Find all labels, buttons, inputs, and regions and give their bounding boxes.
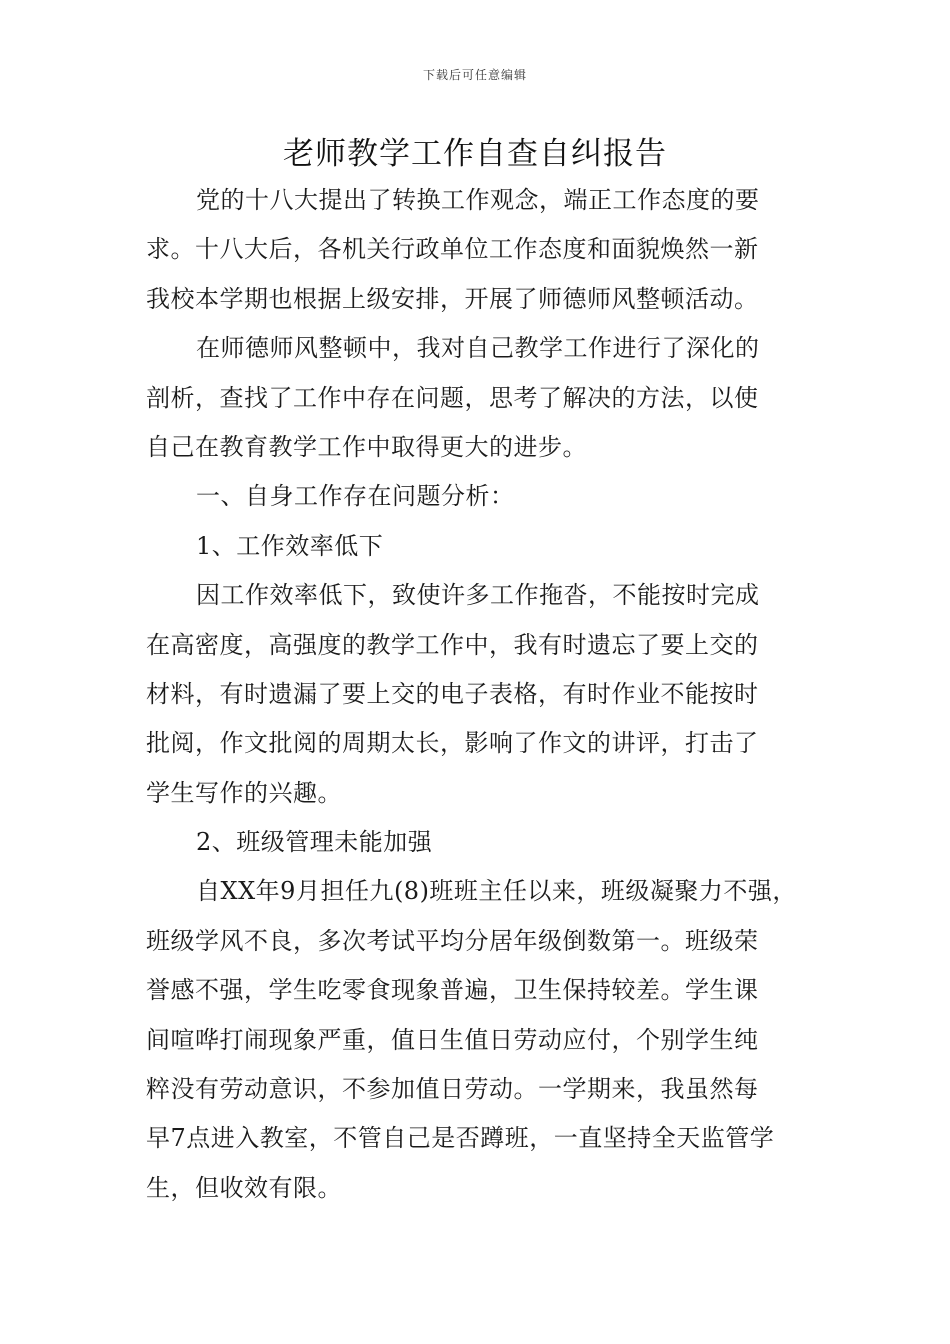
body-line: 一、自身工作存在问题分析：: [196, 482, 515, 511]
body-line: 我校本学期也根据上级安排，开展了师德师风整顿活动。: [146, 284, 759, 313]
document-title: 老师教学工作自查自纠报告: [283, 136, 667, 172]
body-line: 班级学风不良，多次考试平均分居年级倒数第一。班级荣: [146, 926, 759, 955]
body-line: 2、班级管理未能加强: [196, 828, 433, 857]
body-line: 自XX年9月担任九(8)班班主任以来，班级凝聚力不强，: [196, 877, 797, 906]
document-body: [146, 176, 816, 1213]
body-line: 因工作效率低下，致使许多工作拖沓，不能按时完成: [196, 581, 760, 610]
body-line: 在高密度，高强度的教学工作中，我有时遗忘了要上交的: [146, 630, 759, 659]
header-note: 下载后可任意编辑: [422, 68, 527, 82]
body-line: 1、工作效率低下: [196, 531, 384, 560]
body-line: 求。十八大后，各机关行政单位工作态度和面貌焕然一新: [146, 235, 759, 264]
body-line: 间喧哗打闹现象严重，值日生值日劳动应付，个别学生纯: [146, 1025, 759, 1054]
body-line: 材料，有时遗漏了要上交的电子表格，有时作业不能按时: [146, 679, 759, 708]
body-line: 早7点进入教室，不管自己是否蹲班，一直坚持全天监管学: [146, 1124, 775, 1153]
body-line: 粹没有劳动意识，不参加值日劳动。一学期来，我虽然每: [146, 1075, 759, 1104]
body-line: 在师德师风整顿中，我对自己教学工作进行了深化的: [196, 334, 760, 363]
body-line: 学生写作的兴趣。: [146, 778, 342, 807]
body-line: 剖析，查找了工作中存在问题，思考了解决的方法，以使: [146, 383, 759, 412]
body-line: 党的十八大提出了转换工作观念，端正工作态度的要: [196, 186, 760, 214]
body-line: 批阅，作文批阅的周期太长，影响了作文的讲评，打击了: [146, 729, 759, 758]
body-line: 自己在教育教学工作中取得更大的进步。: [146, 432, 587, 461]
body-line: 生，但收效有限。: [146, 1173, 342, 1202]
body-line: 誉感不强，学生吃零食现象普遍，卫生保持较差。学生课: [146, 976, 759, 1005]
